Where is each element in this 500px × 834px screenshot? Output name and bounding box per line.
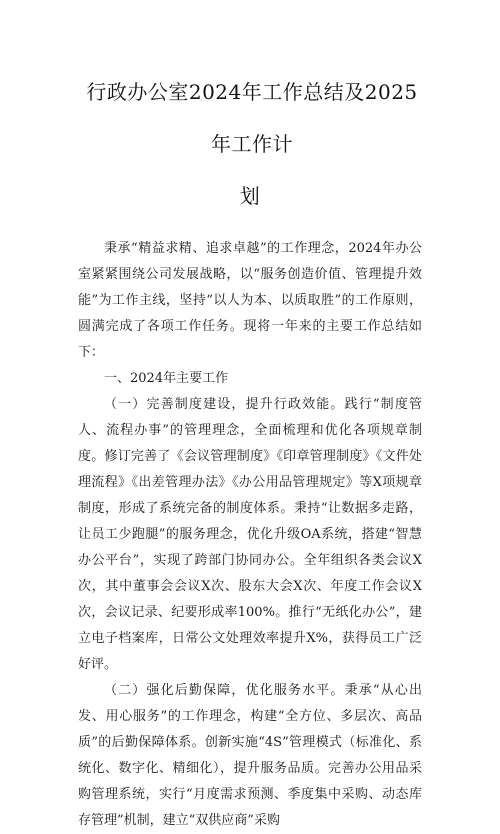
document-body	[78, 236, 422, 834]
item-2-paragraph: （二）强化后勤保障，优化服务水平。秉承“从心出发、用心服务”的工作理念，构建“全方位、多层次、高品质”的后勤保障体系。创新实施“4S”管理模式（标准化、系统化、数字化、精细化），提升服务品质。完善办公用品采购管理系统，实行“月度需求预测、季度集中采购、动态库存管理”机制，建立“双供应商”采购	[78, 683, 422, 828]
title-line-2: 划	[239, 184, 261, 208]
title-line-1: 行政办公室2024年工作总结及2025年工作计	[86, 80, 418, 156]
section-heading: 一、2024年主要工作	[104, 371, 229, 386]
item-1-paragraph: （一）完善制度建设，提升行政效能。践行“制度管人、流程办事”的管理理念，全面梳理和优化各项规章制度。修订完善了《会议管理制度》《印章管理制度》《文件处理流程》《出差管理办法》《办公用品管理规定》等X项规章制度，形成了系统完备的制度体系。秉持“让数据多走路，让员工少跑腿”的服务理念，优化升级OA系统，搭建“智慧办公平台”，实现了跨部门协同办公。全年组织各类会议X次，其中董事会会议X次、股东大会X次、年度工作会议X次，会议记录、纪要形成率100%。推行“无纸化办公”，建立电子档案库，日常公文处理效率提升X%，获得员工广泛好评。	[78, 397, 422, 672]
document-title	[78, 66, 422, 222]
intro-paragraph: 秉承“精益求精、追求卓越”的工作理念，2024年办公室紧紧围绕公司发展战略，以“服务创造价值、管理提升效能”为工作主线，坚持“以人为本、以质取胜”的工作原则，圆满完成了各项工作任务。现将一年来的主要工作总结如下：	[78, 241, 422, 360]
